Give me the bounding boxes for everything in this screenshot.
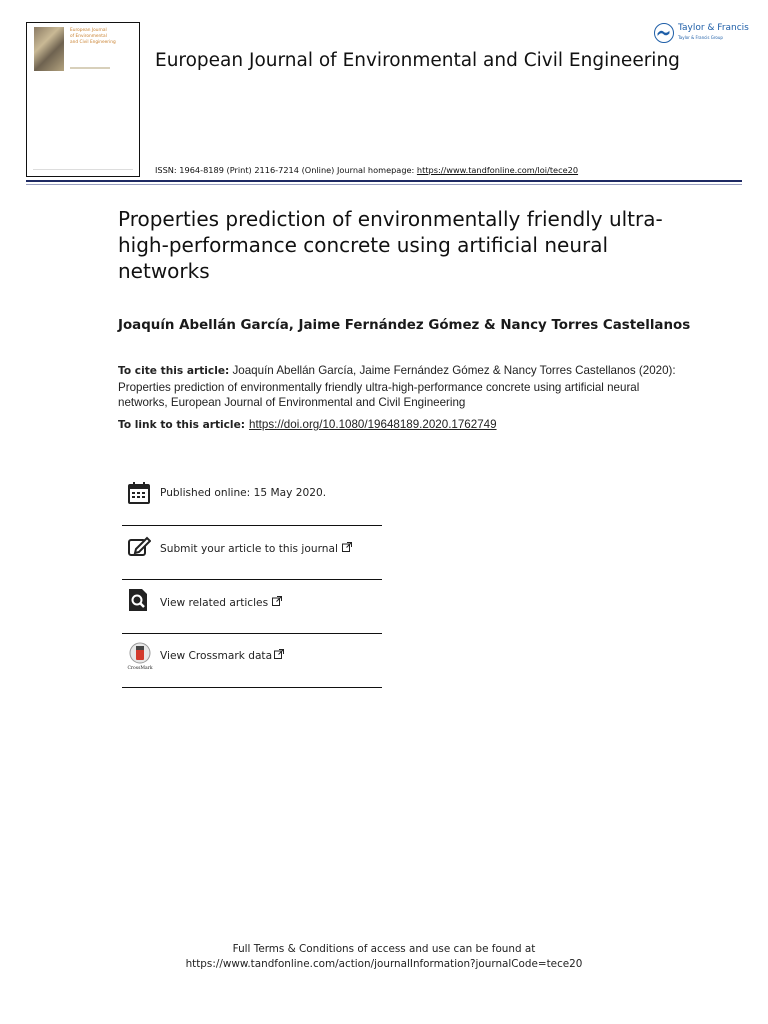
published-row xyxy=(122,472,382,526)
submit-article-link[interactable]: Submit your article to this journal xyxy=(160,542,352,555)
issn-line: ISSN: 1964-8189 (Print) 2116-7214 (Online) Journal homepage: https://www.tandfonline.com/loi/tece20 xyxy=(155,165,579,175)
submit-row[interactable] xyxy=(122,526,382,580)
link-label: To link to this article: xyxy=(118,419,245,431)
journal-homepage-link[interactable]: https://www.tandfonline.com/loi/tece20 xyxy=(416,165,579,175)
article-info-list xyxy=(122,472,382,688)
external-link-icon xyxy=(274,649,284,662)
footer xyxy=(0,942,768,972)
cite-label: To cite this article: xyxy=(118,365,230,377)
article-title: Properties prediction of environmentally friendly ultra-high-performance concrete using artificial neural networks xyxy=(118,207,663,283)
related-articles-link[interactable]: View related articles xyxy=(160,596,282,609)
search-document-icon xyxy=(127,588,151,612)
external-link-icon xyxy=(342,542,352,555)
cover-title: European Journal of Environmental and Civil Engineering xyxy=(70,28,116,45)
article-link-line xyxy=(118,418,497,431)
published-date: Published online: 15 May 2020. xyxy=(160,487,327,499)
cover-rule xyxy=(33,169,133,170)
journal-cover xyxy=(26,22,140,177)
publisher-group: Taylor & Francis Group xyxy=(678,35,723,40)
journal-title: European Journal of Environmental and Civil Engineering xyxy=(155,50,680,71)
external-link-icon xyxy=(272,596,282,609)
crossmark-link[interactable]: View Crossmark data xyxy=(160,649,284,662)
related-row[interactable] xyxy=(122,580,382,634)
footer-terms: Full Terms & Conditions of access and use can be found at xyxy=(232,943,536,955)
calendar-icon xyxy=(127,481,151,505)
cover-bar xyxy=(70,67,110,69)
edit-icon xyxy=(127,535,151,559)
header-rule-thin xyxy=(26,184,742,185)
svg-text:CrossMark: CrossMark xyxy=(127,666,153,670)
cite-text: Joaquín Abellán García, Jaime Fernández Gómez & Nancy Torres Castellanos (2020): Properties prediction of environmentally friendly ultra-high-performance concrete using artificial neural networks, European Journal of Environmental and Civil Engineering xyxy=(118,364,676,409)
publisher-name: Taylor & Francis xyxy=(678,23,749,33)
doi-link[interactable]: https://doi.org/10.1080/19648189.2020.1762749 xyxy=(249,418,497,431)
publisher-logo[interactable] xyxy=(654,21,750,47)
crossmark-icon xyxy=(127,642,153,670)
authors: Joaquín Abellán García, Jaime Fernández Gómez & Nancy Torres Castellanos xyxy=(118,318,691,333)
cover-image xyxy=(34,27,64,71)
crossmark-row[interactable] xyxy=(122,634,382,688)
publisher-icon xyxy=(654,23,674,43)
footer-url[interactable]: https://www.tandfonline.com/action/journalInformation?journalCode=tece20 xyxy=(185,958,583,970)
header-rule xyxy=(26,180,742,182)
citation xyxy=(118,363,678,411)
